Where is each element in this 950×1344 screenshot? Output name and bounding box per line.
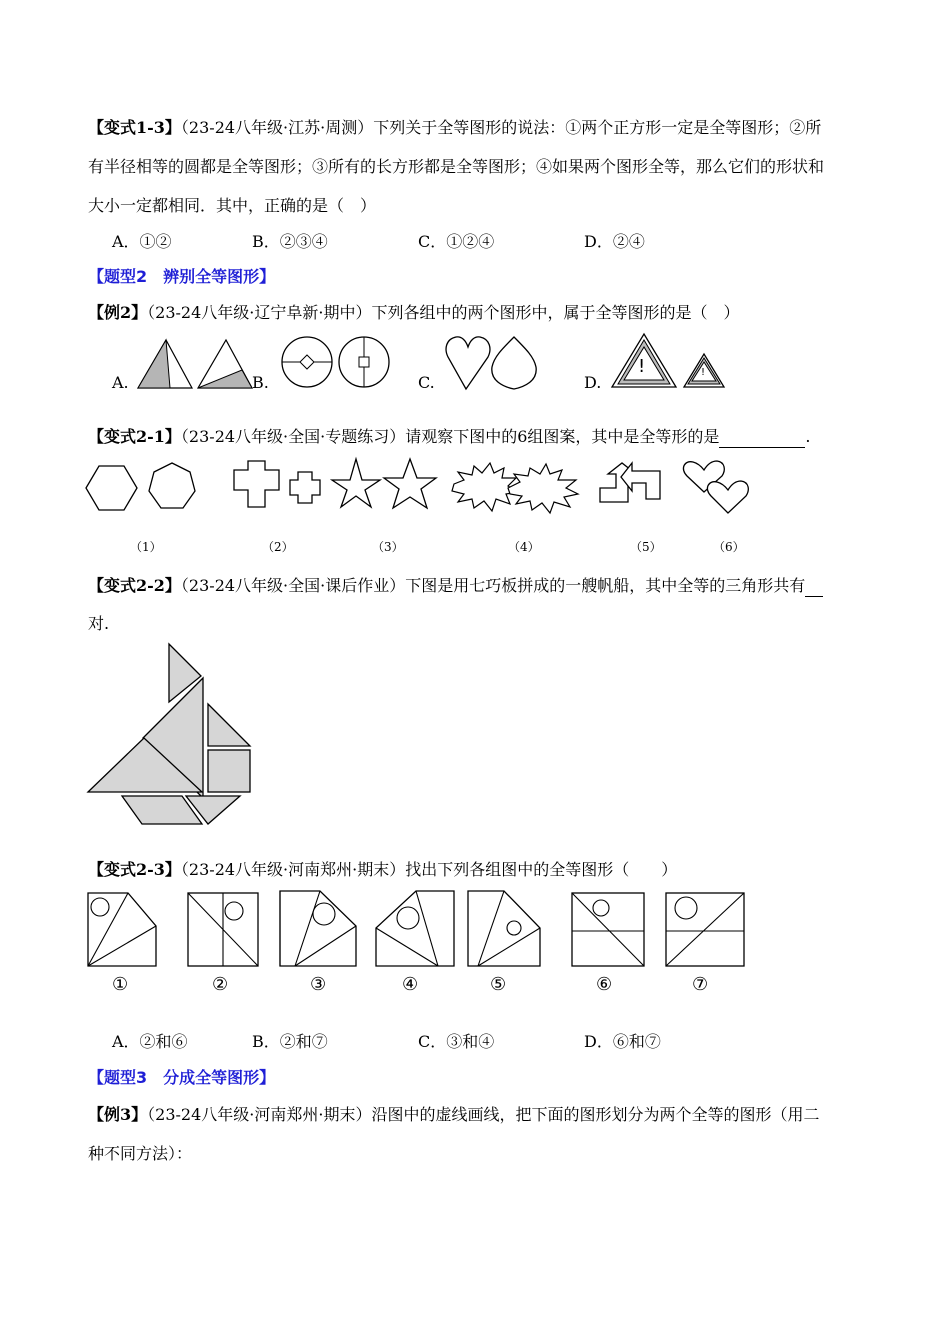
option-b: B．②③④ [252, 232, 328, 251]
option-c: C．①②④ [418, 232, 495, 251]
option-d-warning-figure [608, 332, 728, 390]
question-1-3-line-3: 大小一定都相同．其中，正确的是（ ） [88, 196, 377, 215]
caption-6: （6） [713, 540, 745, 554]
question-source: （23-24八年级·全国·专题练习） [180, 427, 406, 446]
option-d: D．⑥和⑦ [584, 1032, 661, 1051]
question-text: 沿图中的虚线画线，把下面的图形划分为两个全等的图形（用二 [371, 1105, 820, 1124]
option-b: B．②和⑦ [252, 1032, 328, 1051]
figure-label-4: ④ [402, 974, 419, 995]
question-label: 【变式2-1】 [88, 427, 181, 446]
question-source: （23-24八年级·全国·课后作业） [180, 576, 406, 595]
question-source: （23-24八年级·辽宁阜新·期中） [147, 303, 372, 322]
option-c-hearts-figure [444, 335, 544, 393]
question-source: （23-24八年级·江苏·周测） [180, 118, 374, 137]
question-text: 找出下列各组图中的全等图形（ ） [405, 860, 678, 879]
question-label: 【变式2-2】 [88, 576, 181, 595]
question-2-2-line-1 [88, 576, 823, 597]
caption-4: （4） [508, 540, 540, 554]
seven-quadrilaterals-figure [84, 888, 750, 972]
question-label: 【例3】 [88, 1105, 148, 1124]
question-text: 下列关于全等图形的说法：①两个正方形一定是全等图形；②所 [373, 118, 822, 137]
question-label: 【变式1-3】 [88, 118, 181, 137]
question-label: 【变式2-3】 [88, 860, 181, 879]
option-c-label: C. [418, 373, 435, 392]
option-b-circles-figure [280, 336, 392, 392]
option-d-label: D. [584, 373, 602, 392]
warning-small-symbol: ! [701, 367, 706, 378]
figure-label-2: ② [212, 974, 229, 995]
figure-label-1: ① [112, 974, 129, 995]
question-label: 【例2】 [88, 303, 148, 322]
question-1-3-line-1 [88, 118, 821, 138]
figure-label-6: ⑥ [596, 974, 613, 995]
caption-3: （3） [372, 540, 404, 554]
caption-5: （5） [630, 540, 662, 554]
question-2-3-line [88, 860, 677, 880]
answer-blank [805, 576, 823, 597]
section-3-title: 【题型3 分成全等图形】 [88, 1068, 276, 1087]
option-a: A．①② [112, 232, 172, 251]
option-b-label: B. [252, 373, 269, 392]
question-source: （23-24八年级·河南郑州·期末） [180, 860, 406, 879]
question-2-2-line-2: 对. [88, 614, 110, 633]
tangram-sailboat-figure [86, 642, 256, 828]
caption-2: （2） [262, 540, 294, 554]
figure-label-5: ⑤ [490, 974, 507, 995]
option-a: A．②和⑥ [112, 1032, 188, 1051]
section-2-title: 【题型2 辨别全等图形】 [88, 267, 276, 286]
figure-label-3: ③ [310, 974, 327, 995]
question-end: . [805, 427, 811, 446]
option-a-label: A. [112, 373, 129, 392]
question-text: 请观察下图中的6组图案，其中是全等形的是 [405, 427, 720, 446]
caption-1: （1） [130, 540, 162, 554]
question-text: 下列各组中的两个图形中，属于全等图形的是（ ） [371, 303, 740, 322]
warning-large-symbol: ! [638, 356, 646, 377]
question-1-3-line-2: 有半径相等的圆都是全等图形；③所有的长方形都是全等图形；④如果两个图形全等，那么它们的形状和 [88, 157, 825, 176]
question-2-1-line [88, 427, 811, 448]
example-3-line-2: 种不同方法）： [88, 1144, 193, 1163]
six-pattern-groups-figure [84, 458, 764, 518]
example-3-line-1 [88, 1105, 819, 1125]
question-source: （23-24八年级·河南郑州·期末） [147, 1105, 372, 1124]
question-text: 下图是用七巧板拼成的一艘帆船，其中全等的三角形共有 [405, 576, 806, 595]
option-a-triangles-figure [136, 338, 256, 390]
figure-label-7: ⑦ [692, 974, 709, 995]
example-2-line [88, 303, 739, 323]
answer-blank [719, 427, 805, 448]
option-d: D．②④ [584, 232, 645, 251]
option-c: C．③和④ [418, 1032, 495, 1051]
